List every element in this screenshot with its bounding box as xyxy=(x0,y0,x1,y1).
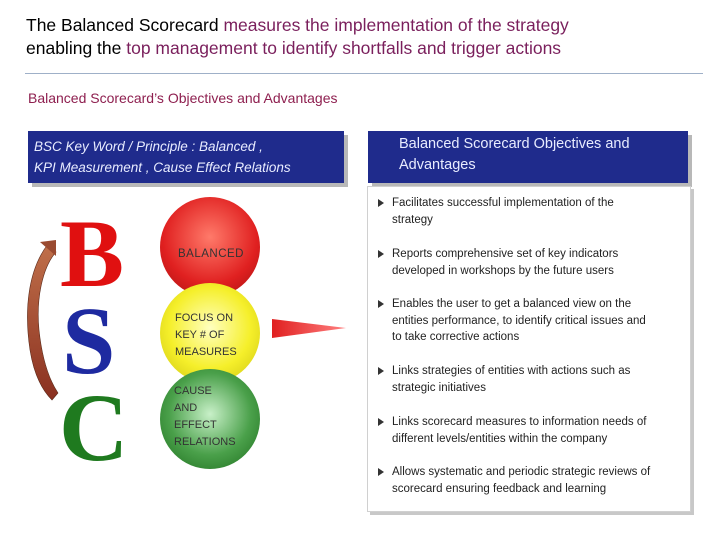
letter-b: B xyxy=(60,200,125,307)
list-item xyxy=(378,246,683,279)
slide-title xyxy=(26,14,706,60)
bullet-arrow-icon xyxy=(378,199,384,207)
pointer-arrow-icon xyxy=(270,317,350,341)
list-item-line: strategic initiatives xyxy=(392,381,486,394)
list-item-line: entities performance, to identify critical issues and xyxy=(392,314,646,327)
list-item xyxy=(378,296,683,346)
list-item-line: Allows systematic and periodic strategic reviews of xyxy=(392,466,651,478)
keyword-principle-box xyxy=(28,131,344,183)
list-item-line: different levels/entities within the company xyxy=(392,432,608,445)
title-line-2-highlight: top management to identify shortfalls and trigger actions xyxy=(126,38,562,58)
title-line-2-black: enabling the xyxy=(26,38,127,58)
bullet-arrow-icon xyxy=(378,418,384,426)
list-item-line: Links scorecard measures to information needs of xyxy=(392,416,647,428)
letter-s: S xyxy=(62,287,116,394)
list-item-line: scorecard ensuring feedback and learning xyxy=(392,482,607,495)
section-subtitle: Balanced Scorecard’s Objectives and Advantages xyxy=(28,90,338,106)
curved-arrow-icon xyxy=(27,244,58,400)
bullet-arrow-icon xyxy=(378,367,384,375)
list-item-line: Links strategies of entities with actions such as xyxy=(392,365,631,377)
list-item xyxy=(378,464,683,497)
keyword-line-1: BSC Key Word / Principle : Balanced , xyxy=(34,139,263,154)
bullet-arrow-icon xyxy=(378,468,384,476)
bullet-arrow-icon xyxy=(378,250,384,258)
title-divider xyxy=(25,73,703,74)
objectives-header-line-1: Balanced Scorecard Objectives and xyxy=(399,136,630,152)
focus-label-1: FOCUS ON xyxy=(175,312,234,324)
list-item-line: Facilitates successful implementation of the xyxy=(392,197,614,209)
bullet-arrow-icon xyxy=(378,300,384,308)
focus-label-3: MEASURES xyxy=(175,346,237,358)
cause-label-3: EFFECT xyxy=(174,419,217,431)
objectives-header-line-2: Advantages xyxy=(399,157,476,173)
title-line-1-highlight: measures the implementation of the strategy xyxy=(223,15,569,35)
keyword-line-2: KPI Measurement , Cause Effect Relations xyxy=(34,160,291,175)
title-line-2 xyxy=(26,37,706,60)
balanced-label: BALANCED xyxy=(178,248,244,260)
focus-label-2: KEY # OF xyxy=(175,329,225,341)
list-item-line: strategy xyxy=(392,213,433,226)
title-line-1 xyxy=(26,14,706,37)
list-item-line: developed in workshops by the future users xyxy=(392,264,614,277)
cause-label-2: AND xyxy=(174,402,198,414)
cause-label-4: RELATIONS xyxy=(174,436,236,448)
objectives-header-box xyxy=(368,131,688,183)
objectives-list xyxy=(367,186,691,512)
title-line-1-black: The Balanced Scorecard xyxy=(26,15,224,35)
letter-c: C xyxy=(59,374,129,481)
list-item xyxy=(378,363,683,396)
focus-circle xyxy=(160,283,260,383)
list-item xyxy=(378,414,683,447)
cause-circle xyxy=(160,369,260,469)
balanced-circle xyxy=(160,197,260,297)
list-item-line: Enables the user to get a balanced view on the xyxy=(392,298,632,310)
list-item-line: Reports comprehensive set of key indicators xyxy=(392,248,619,260)
list-item-line: to take corrective actions xyxy=(392,331,520,343)
list-item xyxy=(378,195,683,228)
cause-label-1: CAUSE xyxy=(174,385,212,397)
